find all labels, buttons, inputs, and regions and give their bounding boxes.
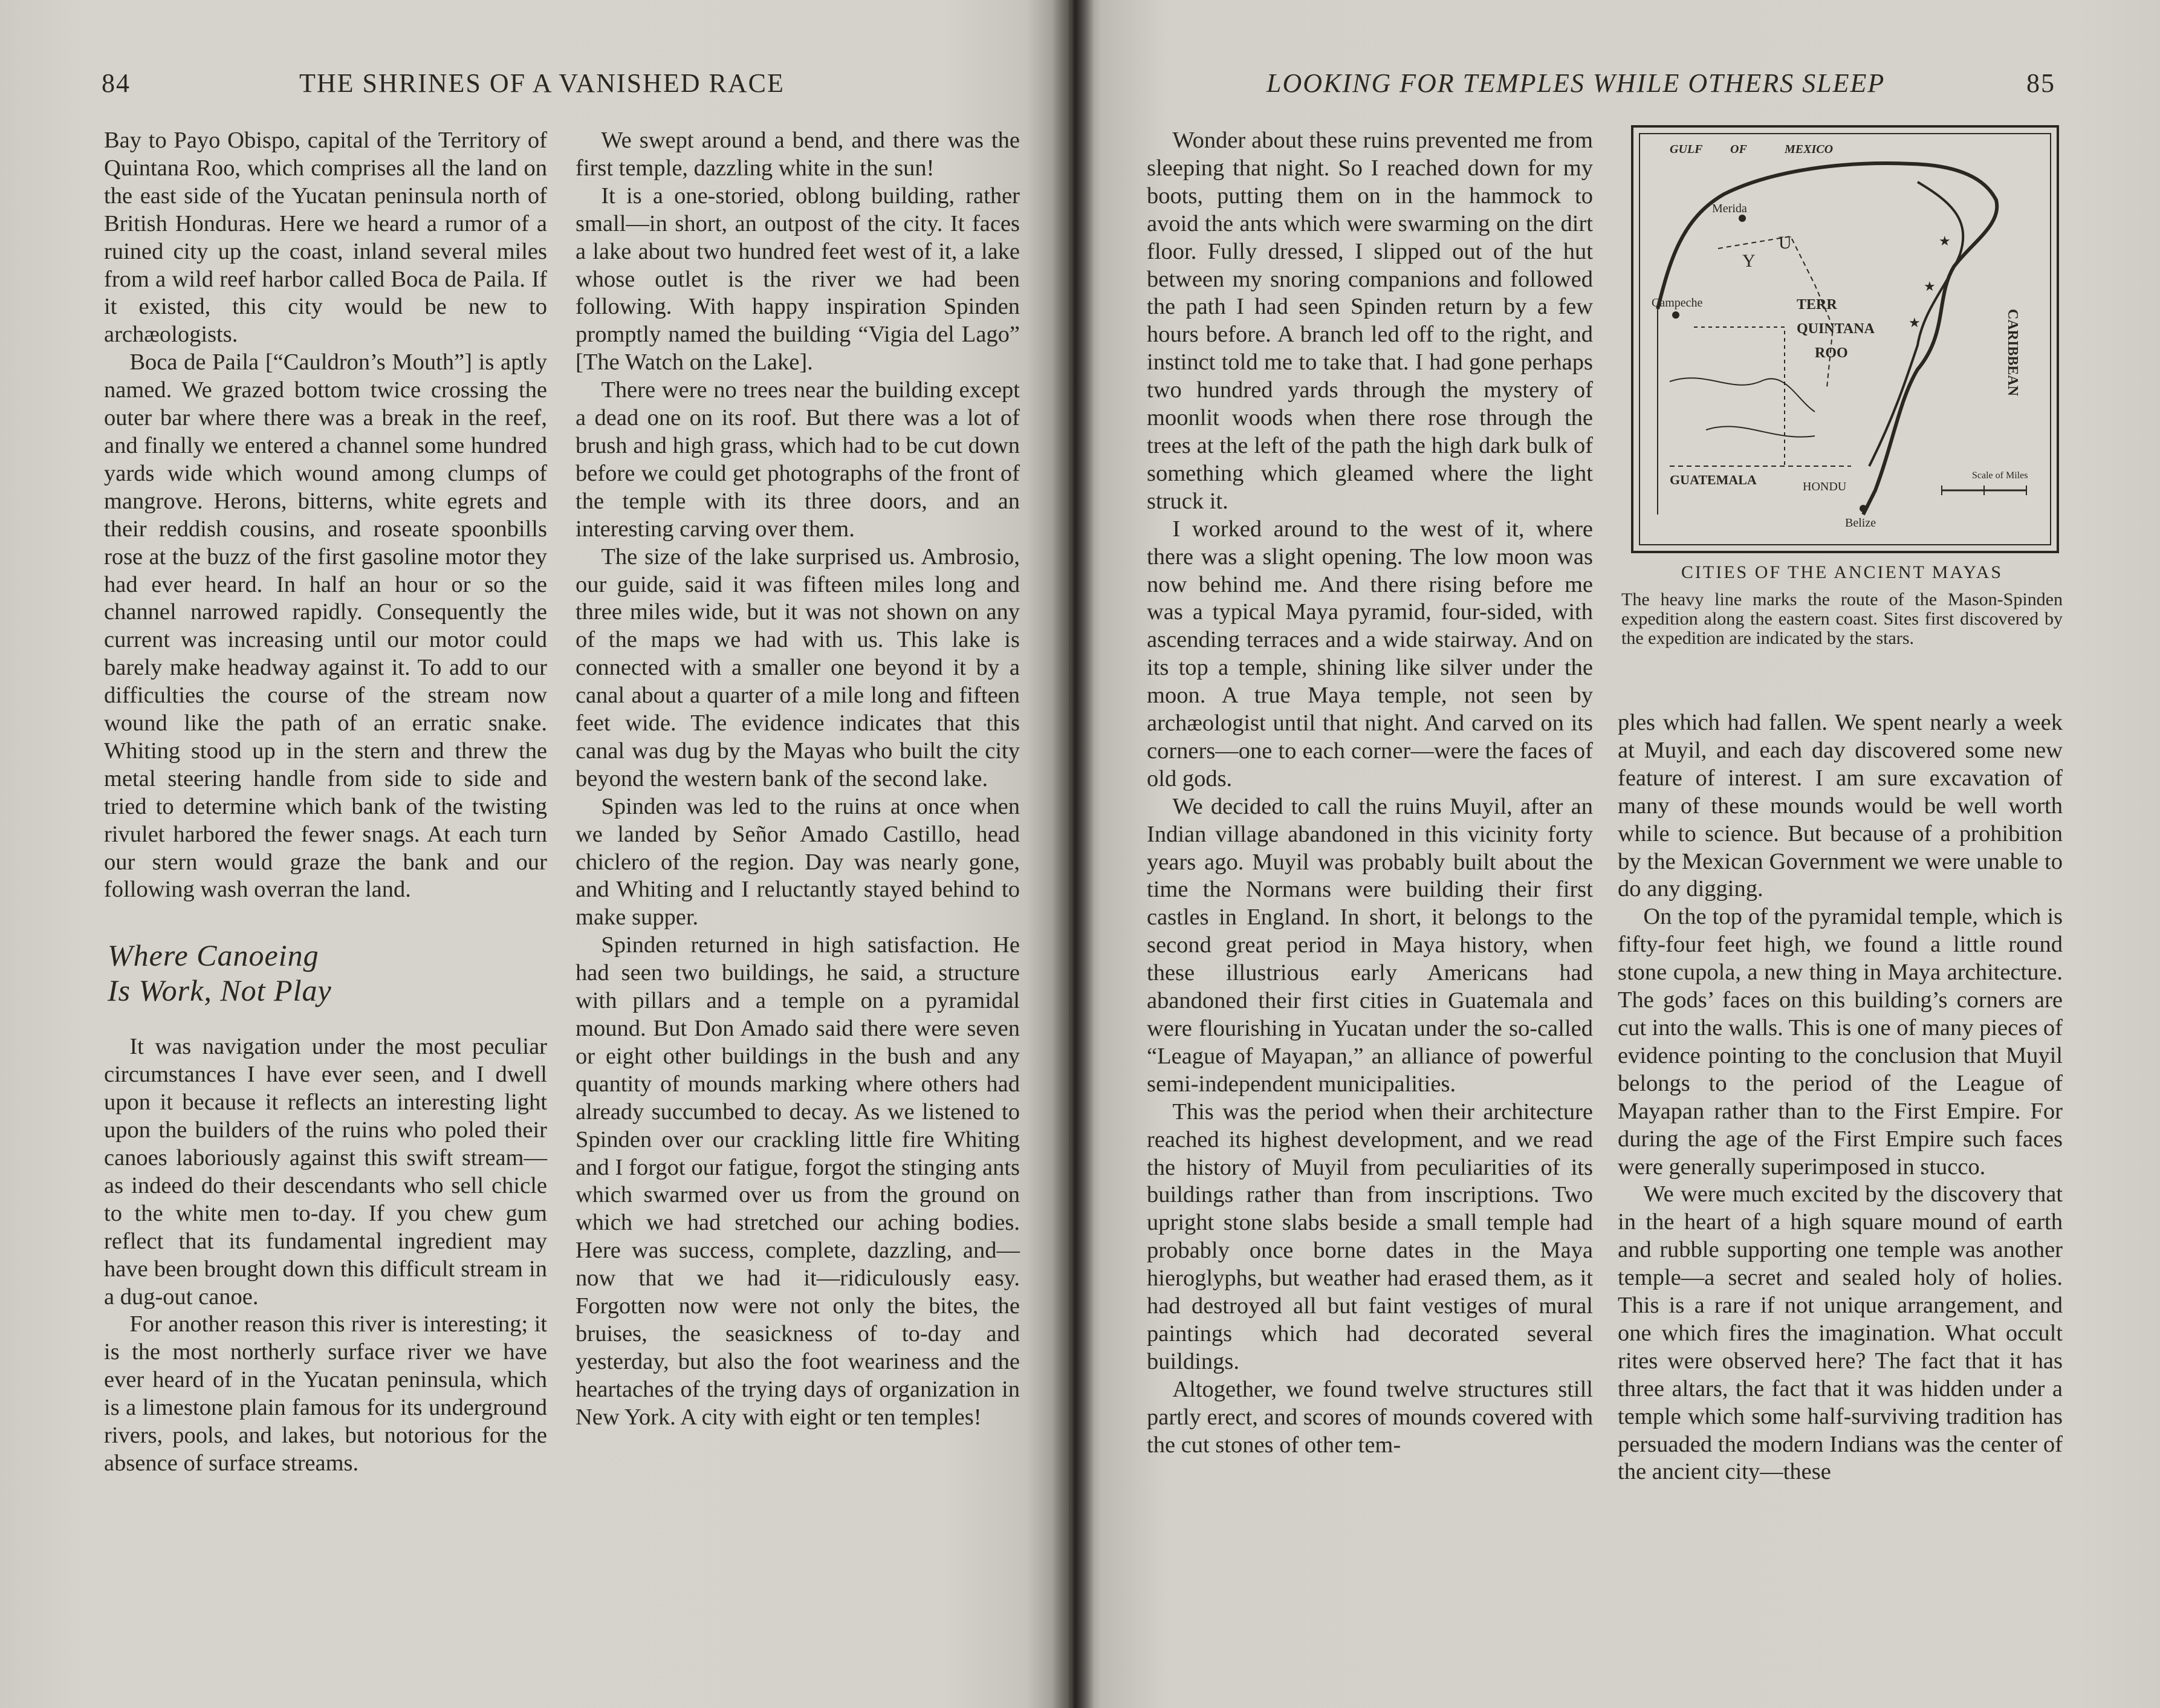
svg-text:★: ★ [1909, 316, 1921, 331]
paragraph: It was navigation under the most peculiar circumstances I have ever seen, and I dwell upon it because it reflects an interesting light upon the builders of the ruins who poled their canoes laboriously against this swift stream—as indeed do their descendants who sell chicle to the white men to-day. If you chew gum reflect that its fundamental ingredient may have been brought down this difficult stream in a dug-out canoe. [104, 1034, 547, 1310]
paragraph: The size of the lake surprised us. Ambrosio, our guide, said it was fifteen miles long and three miles wide, but it was not shown on any of the maps we had with us. This lake is connected with a smaller one beyond it by a canal about a quarter of a mile long and fifteen feet wide. The evidence indicates that this canal was dug by the Mayas who built the city beyond the western bank of the second lake. [576, 544, 1020, 791]
map-label-mexico: MEXICO [1785, 143, 1834, 156]
paragraph: We decided to call the ruins Muyil, after an Indian village abandoned in this vicinity forty years ago. Muyil was probably built about the time the Normans were building their first castles in England. In short, it belongs to the second great period in Maya history, when these illustrious early Americans had abandoned their first cities in Guatemala and were flourishing in Yucatan under the so-called “League of Mayapan,” an alliance of powerful semi-independent municipalities. [1147, 793, 1593, 1097]
paragraph: I worked around to the west of it, where there was a slight opening. The low moon was now behind me. And there rising before me was a typical Maya pyramid, four-sided, with ascending terraces and a wide stairway. And on its top a temple, shining like silver under the moon. A true Maya temple, not seen by archæologist until that night. And carved on its corners—one to each corner—were the faces of old gods. [1147, 516, 1593, 791]
left-running-head: THE SHRINES OF A VANISHED RACE [299, 68, 785, 98]
paragraph: There were no trees near the building except a dead one on its roof. But there was a lot of brush and high grass, which had to be cut down before we could get photographs of the front of the temple with its three doors, and an interesting carving over them. [576, 377, 1020, 542]
map-caption [1621, 562, 2063, 648]
paragraph: Spinden returned in high satisfaction. He had seen two buildings, he said, a structure with pillars and a temple on a pyramidal mound. But Don Amado said there were seven or eight other buildings in the bush and any quantity of mounds marking where others had already succumbed to decay. As we listened to Spinden over our crackling little fire Whiting and I forgot our fatigue, forgot the stinging ants which swarmed over us from the ground on which we had stretched our aching bodies. Here was success, complete, dazzling, and—now that we had it—ridiculously easy. Forgotten now were not only the bites, the bruises, the seasickness of to-day and yesterday, but also the foot weariness and the heartaches of the trying days of organization in New York. A city with eight or ten temples! [576, 932, 1020, 1430]
map-label-guatemala: GUATEMALA [1670, 472, 1757, 487]
paragraph: For another reason this river is interesting; it is the most northerly surface river we have ever heard of in the Yucatan peninsula, which is a limestone plain famous for its underground rivers, pools, and lakes, but notorious for the absence of surface streams. [104, 1311, 547, 1476]
map-drawing [1633, 128, 2057, 551]
map-label-quintana: QUINTANA [1797, 321, 1875, 337]
paragraph: Boca de Paila [“Cauldron’s Mouth”] is aptly named. We grazed bottom twice crossing the outer bar where there was a break in the reef, and finally we entered a channel some hundred yards wide which wound among clumps of mangrove. Herons, bitterns, white egrets and their reddish cousins, and roseate spoonbills rose at the buzz of the first gasoline motor they had ever heard. In half an hour or so the channel narrowed rapidly. Consequently the current was increasing until our motor could barely make headway against it. To add to our difficulties the course of the stream now wound like the path of an erratic snake. Whiting stood up in the stern and threw the metal steering handle from side to side and tried to determine which bank of the twisting rivulet harbored the fewer snags. At each turn our stern would graze the bank and our following wash overran the land. [104, 349, 547, 903]
map-label-terr: TERR [1797, 297, 1837, 313]
paragraph: It is a one-storied, oblong building, rather small—in short, an outpost of the city. It faces a lake about two hundred feet west of it, a lake whose outlet is the river we had been following. With happy inspiration Spinden promptly named the building “Vigia del Lago” [The Watch on the Lake]. [576, 183, 1020, 375]
paragraph: Altogether, we found twelve structures still partly erect, and scores of mounds covered with the cut stones of other tem- [1147, 1376, 1593, 1458]
map-label-honduras: HONDU [1803, 480, 1847, 493]
left-column-2 [576, 127, 1020, 1432]
map-label-u: U [1779, 233, 1792, 253]
map-label-caribbean: CARIBBEAN [2005, 309, 2020, 397]
map-label-belize: Belize [1845, 516, 1876, 530]
paragraph: ples which had fallen. We spent nearly a week at Muyil, and each day discovered some new feature of interest. I am sure excavation of many of these mounds would be well worth while to science. But because of a prohibition by the Mexican Government we were unable to do any digging. [1618, 710, 2063, 902]
section-subhead [108, 938, 547, 1008]
map-label-campeche: Campeche [1652, 296, 1703, 310]
right-column-1 [1147, 127, 1593, 1460]
map-label-scale: Scale of Miles [1972, 470, 2028, 481]
paragraph: We swept around a bend, and there was the first temple, dazzling white in the sun! [576, 128, 1020, 181]
right-running-head: LOOKING FOR TEMPLES WHILE OTHERS SLEEP [1266, 68, 1886, 98]
map-label-gulf: GULF [1670, 143, 1703, 156]
subhead-line: Where Canoeing [108, 938, 319, 973]
paragraph: Bay to Payo Obispo, capital of the Territory of Quintana Roo, which comprises all the land on the east side of the Yucatan peninsula north of British Honduras. Here we heard a rumor of a ruined city up the coast, inland several miles from a wild reef harbor called Boca de Paila. If it existed, this city would be new to archæologists. [104, 128, 547, 348]
map-label-merida: Merida [1712, 202, 1747, 215]
paragraph: Wonder about these ruins prevented me from sleeping that night. So I reached down for my boots, putting them on in the hammock to avoid the ants which were swarming on the dirt floor. Fully dressed, I slipped out of the hut between my snoring companions and followed the path I had seen Spinden return by a few hours before. A branch led off to the right, and instinct told me to take that. I had gone perhaps two hundred yards through the mystery of moonlit woods when there rose through the trees at the left of the path the high dark bulk of something which gleamed where the light struck it. [1147, 128, 1593, 514]
subhead-line: Is Work, Not Play [108, 973, 332, 1008]
map-label-roo: ROO [1815, 345, 1848, 361]
paragraph: On the top of the pyramidal temple, which is fifty-four feet high, we found a little round stone cupola, a new thing in Maya architecture. The gods’ faces on this building’s corners are cut into the walls. This is one of many pieces of evidence pointing to the conclusion that Muyil belongs to the period of the League of Mayapan rather than to the First Empire. For during the age of the First Empire such faces were generally superimposed in stucco. [1618, 904, 2063, 1180]
book-gutter [1052, 0, 1094, 1708]
paragraph: Spinden was led to the ruins at once when we landed by Señor Amado Castillo, head chiclero of the region. Day was nearly gone, and Whiting and I reluctantly stayed behind to make supper. [576, 793, 1020, 930]
right-page-number: 85 [2026, 68, 2055, 98]
svg-text:★: ★ [1924, 279, 1936, 294]
right-column-2 [1618, 709, 2063, 1486]
caption-title: CITIES OF THE ANCIENT MAYAS [1681, 562, 2003, 582]
map-label-of: OF [1730, 143, 1747, 156]
paragraph: This was the period when their architecture reached its highest development, and we read the history of Muyil from peculiarities of its buildings rather than from inscriptions. Two upright stone slabs beside a small temple had probably once borne dates in the Maya hieroglyphs, but weather had erased them, as it had destroyed all but faint vestiges of mural paintings which had decorated several buildings. [1147, 1099, 1593, 1374]
map-label-y: Y [1742, 251, 1756, 271]
left-page-number: 84 [102, 68, 131, 98]
paragraph: We were much excited by the discovery that in the heart of a high square mound of earth and rubble supporting one temple was another temple—a secret and sealed holy of holies. This is a rare if not unique arrangement, and one which fires the imagination. What occult rites were observed here? The fact that it has three altars, the fact that it was hidden under a temple which some half-surviving tradition has persuaded the modern Indians was the center of the ancient city—these [1618, 1181, 2063, 1485]
left-column-1 [104, 127, 547, 1478]
caption-body: The heavy line marks the route of the Mason-Spinden expedition along the eastern coast. Sites first discovered by the expedition are indicated by the stars. [1621, 589, 2063, 648]
yucatan-map [1631, 125, 2059, 553]
svg-text:★: ★ [1939, 234, 1951, 249]
